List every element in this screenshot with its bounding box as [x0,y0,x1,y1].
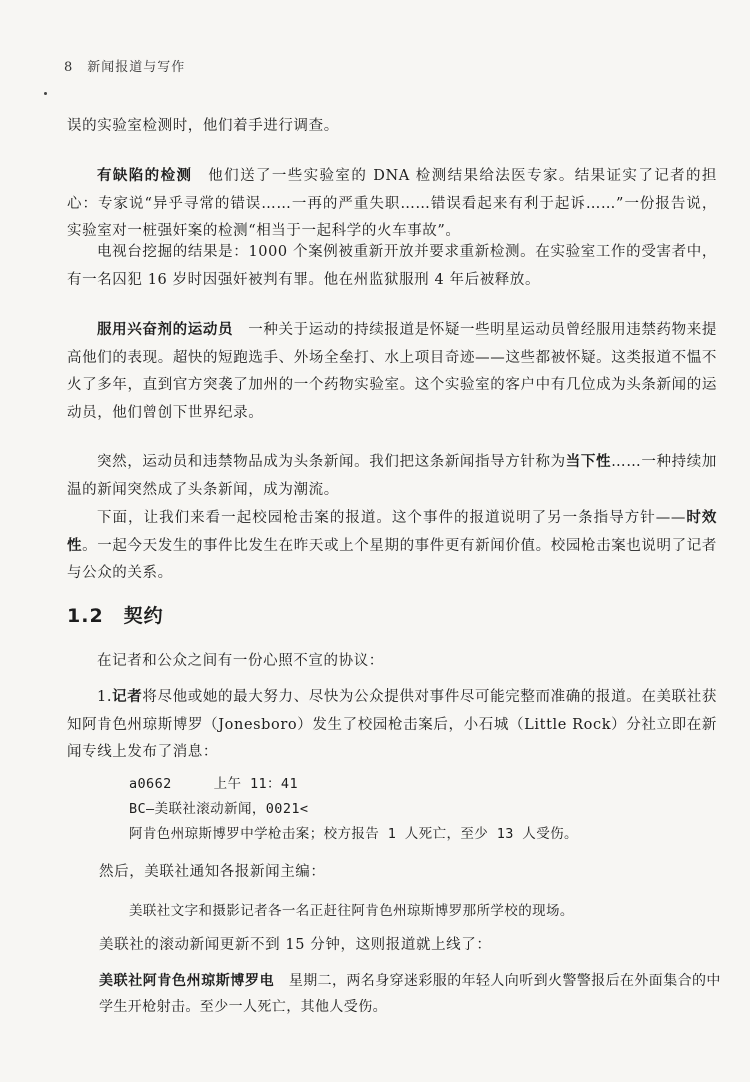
then-line: 然后，美联社通知各报新闻主编： [99,864,326,880]
margin-dot [44,92,47,95]
text-span: 突然，运动员和违禁物品成为头条新闻。我们把这条新闻指导方针称为 [97,454,566,470]
page-number: 8 [64,60,74,75]
term-reporter: 记者 [112,689,143,705]
term-timeliness: 时效性 [67,510,718,554]
section-title: 契约 [123,605,164,627]
text-span: 。一起今天发生的事件比发生在昨天或上个星期的事件更有新闻价值。校园枪击案也说明了记者与公众的关系。 [67,537,717,581]
text-span: 将尽他或她的最大努力、尽快为公众提供对事件尽可能完整而准确的报道。在美联社获知阿肯色州琼斯博罗（Jonesboro）发生了校园枪击案后，小石城（Little Rock）分社立即在新闻专线上发布了消息： [67,689,718,760]
paragraph-immediacy [67,449,717,504]
wire-line-3: 阿肯色州琼斯博罗中学枪击案；校方报告 1 人死亡，至少 13 人受伤。 [129,826,578,842]
term-immediacy: 当下性 [565,454,612,470]
paragraph-doping-athletes [67,317,717,427]
paragraph-tv-findings: 电视台挖掘的结果是：1000 个案例被重新开放并要求重新检测。在实验室工作的受害者中，有一名囚犯 16 岁时因强奸被判有罪。他在州监狱服刑 4 年后被释放。 [67,244,717,288]
notice-line: 美联社文字和摄影记者各一名正赶往阿肯色州琼斯博罗那所学校的现场。 [129,903,574,919]
section-number: 1.2 [67,605,104,627]
wire-time: 上午 11：41 [213,776,298,792]
dispatch-text: 星期二，两名身穿迷彩服的年轻人向听到火警警报后在外面集合的中学生开枪射击。至少一人死亡，其他人受伤。 [99,973,721,1015]
paragraph-timeliness [67,505,717,588]
text-span: 下面，让我们来看一起校园枪击案的报道。这个事件的报道说明了另一条指导方针—— [97,510,686,526]
contract-item-1 [67,684,717,767]
paragraph-flawed-testing [67,163,717,246]
wire-code: a0662 [129,776,172,792]
paragraph-text: 一种关于运动的持续报道是怀疑一些明星运动员曾经服用违禁药物来提高他们的表现。超快的短跑选手、外场全垒打、水上项目奇迹——这些都被怀疑。这类报道不愠不火了多年，直到官方突袭了加州的一个药物实验室。这个实验室的客户中有几位成为头条新闻的运动员，他们曾创下世界纪录。 [67,322,717,421]
dispatch-dateline: 美联社阿肯色州琼斯博罗电 [99,973,275,989]
running-header [64,56,185,75]
section-lead-athletes: 服用兴奋剂的运动员 [97,322,234,338]
paragraph-text: 他们送了一些实验室的 DNA 检测结果给法医专家。结果证实了记者的担心：专家说“异乎寻常的错误……一再的严重失职……错误看起来有利于起诉……”一份报告说，实验室对一桩强奸案的检测“相当于一起科学的火车事故”。 [67,168,717,239]
update-line: 美联社的滚动新闻更新不到 15 分钟，这则报道就上线了： [99,937,492,953]
section-lead-flawed: 有缺陷的检测 [97,168,193,184]
intro-line: 误的实验室检测时，他们着手进行调查。 [67,118,339,134]
wire-line-2: BC—美联社滚动新闻，0021< [129,801,309,817]
item-number: 1. [97,689,113,705]
book-title: 新闻报道与写作 [87,60,186,75]
contract-intro: 在记者和公众之间有一份心照不宣的协议： [97,653,384,669]
wire-line-1 [129,772,729,796]
dispatch-paragraph [99,968,729,1020]
text-span: ……一种持续加温的新闻突然成了头条新闻，成为潮流。 [67,454,717,498]
section-heading-1-2 [67,601,164,628]
